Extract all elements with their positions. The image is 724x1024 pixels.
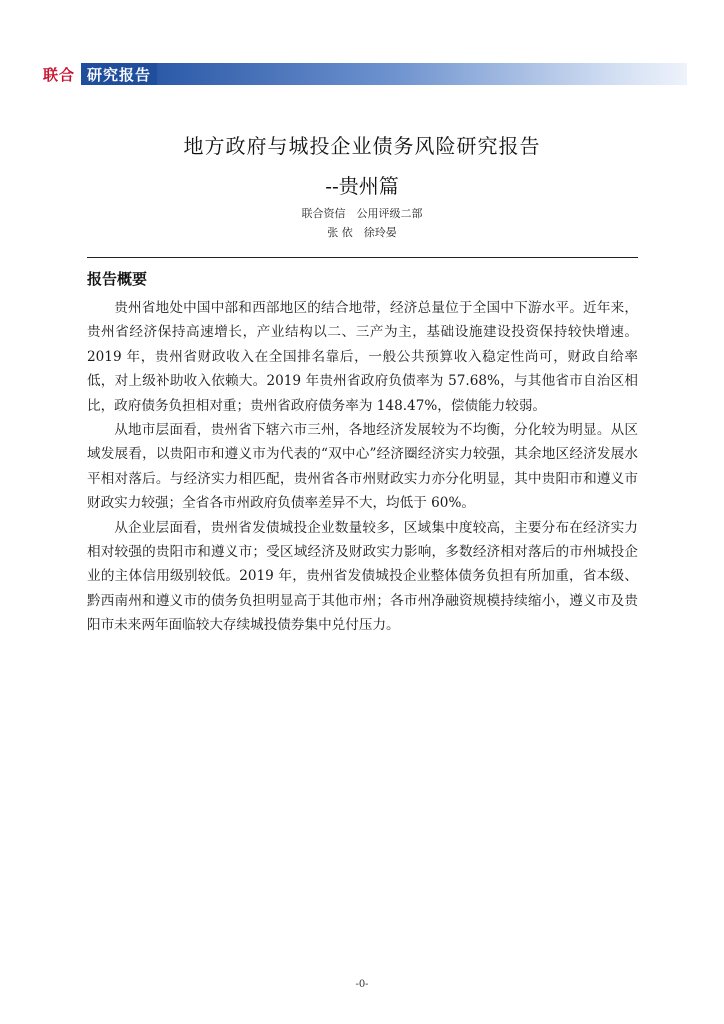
summary-body (87, 296, 638, 638)
page-number: -0- (355, 979, 369, 990)
header-gradient-bar (157, 63, 687, 85)
section-divider (87, 257, 638, 258)
summary-paragraph: 从企业层面看，贵州省发债城投企业数量较多，区域集中度较高，主要分布在经济实力相对较强的贵阳市和遵义市；受区域经济及财政实力影响，多数经济相对落后的市州城投企业的主体信用级别较低。2019 年，贵州省发债城投企业整体债务负担有所加重，省本级、黔西南州和遵义市的债务负担明显高于其他市州；各市州净融资规模持续缩小，遵义市及贵阳市未来两年面临较大存续城投债券集中兑付压力。 (87, 519, 638, 634)
document-title: 地方政府与城投企业债务风险研究报告 (183, 134, 541, 158)
author-line: 张 依 徐玲晏 (327, 226, 397, 239)
summary-paragraph: 贵州省地处中国中部和西部地区的结合地带，经济总量位于全国中下游水平。近年来，贵州省经济保持高速增长，产业结构以二、三产为主，基础设施建设投资保持较快增速。2019 年，贵州省财政收入在全国排名靠后，一般公共预算收入稳定性尚可，财政自给率低，对上级补助收入依赖大。2019 年贵州省政府负债率为 57.68%，与其他省市自治区相比，政府债务负担相对重；贵州省政府债务率为 148.47%，偿债能力较弱。 (87, 300, 638, 414)
summary-paragraph: 从地市层面看，贵州省下辖六市三州，各地经济发展较为不均衡，分化较为明显。从区域发展看，以贵阳市和遵义市为代表的“双中心”经济圈经济实力较强，其余地区经济发展水平相对落后。与经济实力相匹配，贵州省各市州财政实力亦分化明显，其中贵阳市和遵义市财政实力较强；全省各市州政府负债率差异不大，均低于 60%。 (87, 422, 638, 512)
summary-heading: 报告概要 (87, 270, 148, 288)
report-header-band (37, 63, 687, 85)
document-subtitle: --贵州篇 (325, 174, 399, 198)
series-label: 研究报告 (81, 63, 157, 85)
organization-line: 联合资信 公用评级二部 (301, 207, 423, 220)
brand-logo-text: 联合 (37, 63, 81, 85)
